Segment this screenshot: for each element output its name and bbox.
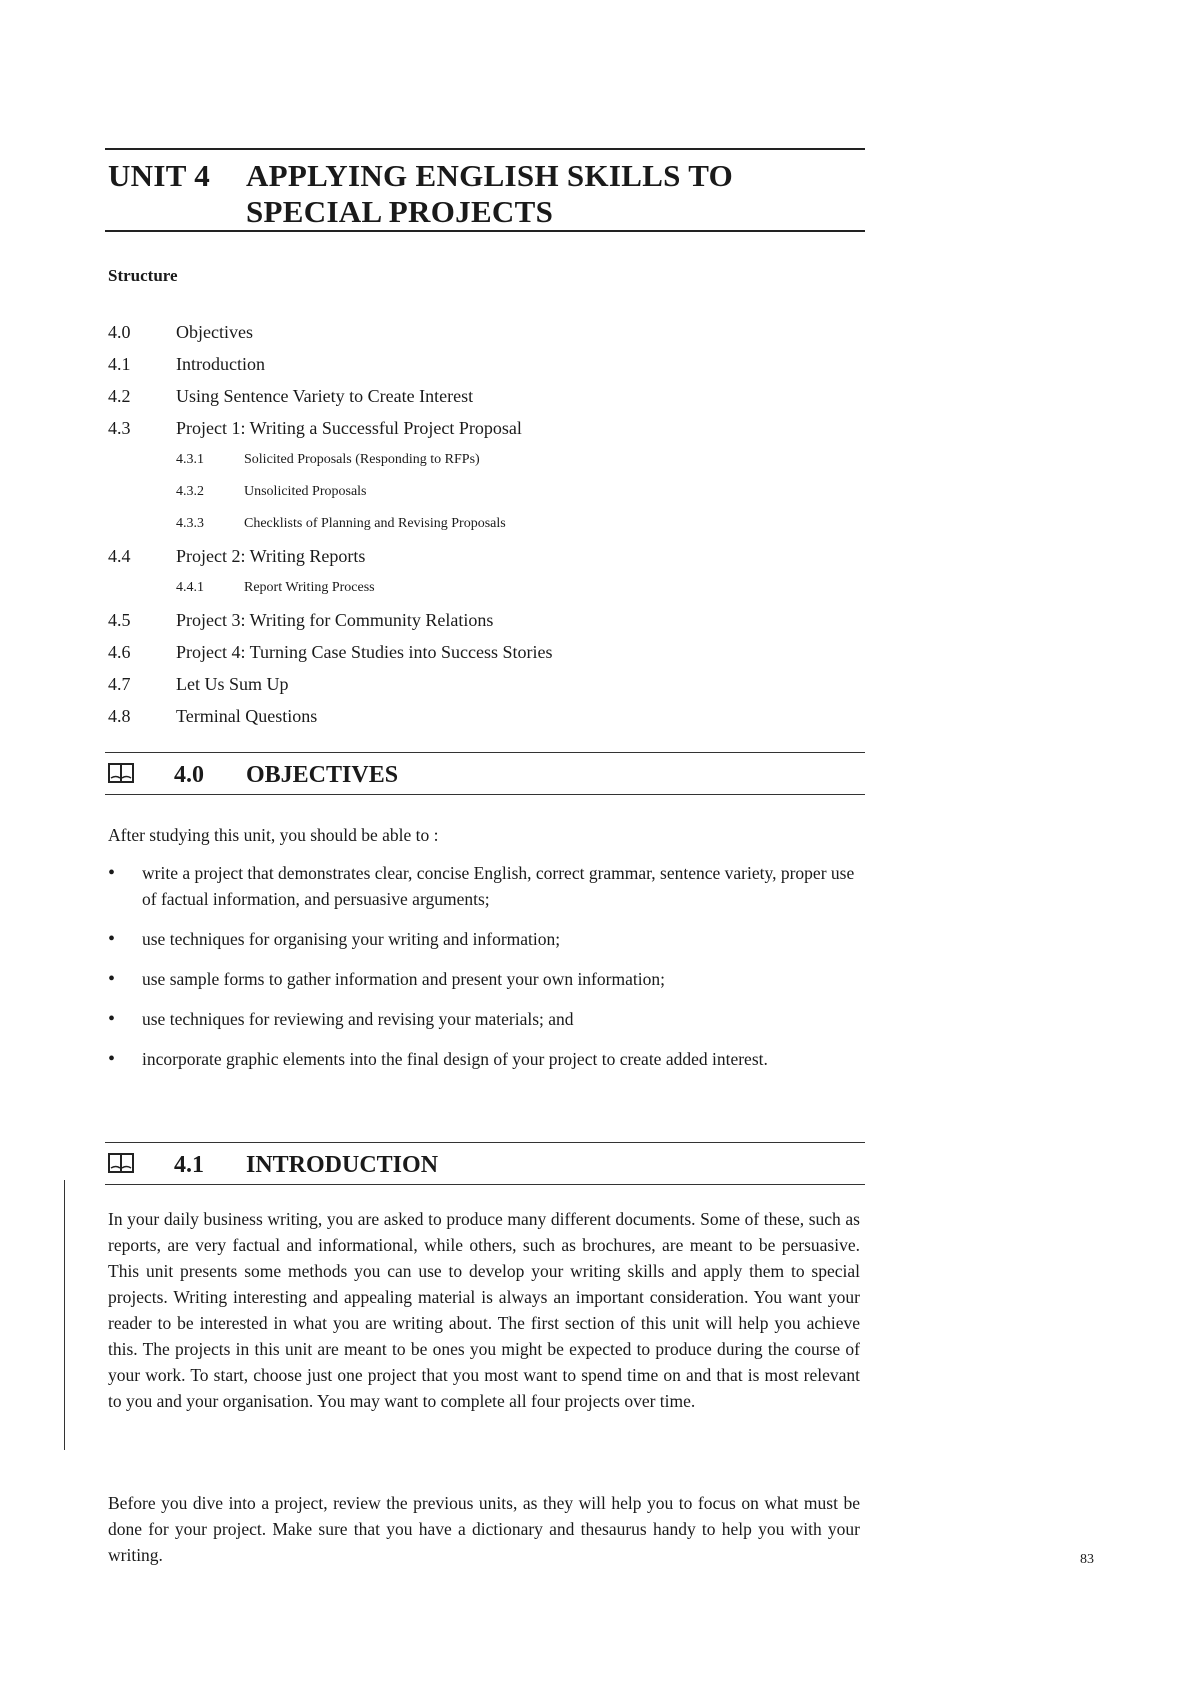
- structure-item-title: Terminal Questions: [176, 706, 318, 726]
- structure-item-number: 4.4.1: [176, 580, 204, 595]
- unit-number: UNIT 4: [108, 158, 211, 193]
- structure-item: [108, 668, 868, 700]
- structure-item-number: 4.8: [108, 706, 131, 726]
- structure-item: [108, 380, 868, 412]
- structure-item-title: Project 2: Writing Reports: [176, 546, 366, 566]
- objectives-number: 4.0: [174, 762, 204, 788]
- structure-item-number: 4.0: [108, 322, 131, 342]
- structure-item-number: 4.3.1: [176, 452, 204, 467]
- objectives-list: [108, 860, 860, 1086]
- introduction-paragraph-2: Before you dive into a project, review the previous units, as they will help you to focus on what must be done for your project. Make sure that you have a dictionary and thesaurus handy to help you with your writing.: [108, 1493, 860, 1565]
- introduction-title: INTRODUCTION: [246, 1152, 439, 1178]
- margin-line: [64, 1180, 65, 1450]
- structure-item: [108, 508, 868, 540]
- structure-list: [108, 316, 868, 732]
- structure-item-title: Project 1: Writing a Successful Project Proposal: [176, 418, 522, 438]
- structure-item-title: Project 4: Turning Case Studies into Success Stories: [176, 642, 553, 662]
- objectives-top-rule: [105, 752, 865, 753]
- unit-bottom-rule: [105, 230, 865, 232]
- structure-label: Structure: [108, 266, 178, 285]
- top-rule: [105, 148, 865, 150]
- introduction-bottom-rule: [105, 1184, 865, 1185]
- structure-item: [108, 348, 868, 380]
- structure-item-number: 4.7: [108, 674, 131, 694]
- objectives-bottom-rule: [105, 794, 865, 795]
- structure-item: [108, 636, 868, 668]
- introduction-paragraph-1: In your daily business writing, you are asked to produce many different documents. Some of these, such as reports, are very factual and informational, while others, such as brochures, are meant to be persuasive. This unit presents some methods you can use to develop your writing skills and apply them to special projects. Writing interesting and appealing material is always an important consideration. You want your reader to be interested in what you are writing about. The first section of this unit will help you achieve this. The projects in this unit are meant to be ones you might be expected to produce during the course of your work. To start, choose just one project that you most want to spend time on and that is most relevant to you and your organisation. You may want to complete all four projects over time.: [108, 1209, 860, 1411]
- structure-item: [108, 412, 868, 444]
- objective-item: • use techniques for organising your writing and information;: [108, 926, 860, 952]
- page-number: 83: [1080, 1552, 1094, 1567]
- objective-item: • write a project that demonstrates clear, concise English, correct grammar, sentence variety, proper use of factual information, and persuasive arguments;: [108, 860, 860, 912]
- structure-item-number: 4.4: [108, 546, 131, 566]
- structure-item: [108, 572, 868, 604]
- objective-item: • incorporate graphic elements into the final design of your project to create added interest.: [108, 1046, 860, 1072]
- structure-item-number: 4.3.2: [176, 484, 204, 499]
- structure-item: [108, 316, 868, 348]
- objective-item: • use sample forms to gather information and present your own information;: [108, 966, 860, 992]
- structure-item-number: 4.1: [108, 354, 131, 374]
- structure-item-title: Objectives: [176, 322, 253, 342]
- structure-item: [108, 604, 868, 636]
- structure-item: [108, 476, 868, 508]
- introduction-number: 4.1: [174, 1152, 204, 1178]
- structure-item: [108, 540, 868, 572]
- structure-item-number: 4.2: [108, 386, 131, 406]
- structure-item: [108, 444, 868, 476]
- objectives-intro: After studying this unit, you should be able to :: [108, 825, 439, 845]
- objective-item: • use techniques for reviewing and revising your materials; and: [108, 1006, 860, 1032]
- structure-item-number: 4.3.3: [176, 516, 204, 531]
- structure-item-number: 4.5: [108, 610, 131, 630]
- structure-item-number: 4.6: [108, 642, 131, 662]
- structure-item-title: Introduction: [176, 354, 265, 374]
- structure-item-title: Checklists of Planning and Revising Proposals: [244, 516, 506, 531]
- unit-title: APPLYING ENGLISH SKILLS TO SPECIAL PROJECTS: [246, 158, 734, 229]
- structure-item-title: Project 3: Writing for Community Relations: [176, 610, 494, 630]
- book-icon: [108, 1153, 134, 1173]
- structure-item-title: Report Writing Process: [244, 580, 375, 595]
- structure-item-title: Unsolicited Proposals: [244, 484, 367, 499]
- structure-item-number: 4.3: [108, 418, 131, 438]
- introduction-top-rule: [105, 1142, 865, 1143]
- structure-item: [108, 700, 868, 732]
- objectives-title: OBJECTIVES: [246, 762, 399, 788]
- structure-item-title: Let Us Sum Up: [176, 674, 289, 694]
- book-icon: [108, 763, 134, 783]
- structure-item-title: Using Sentence Variety to Create Interest: [176, 386, 474, 406]
- structure-item-title: Solicited Proposals (Responding to RFPs): [244, 452, 480, 467]
